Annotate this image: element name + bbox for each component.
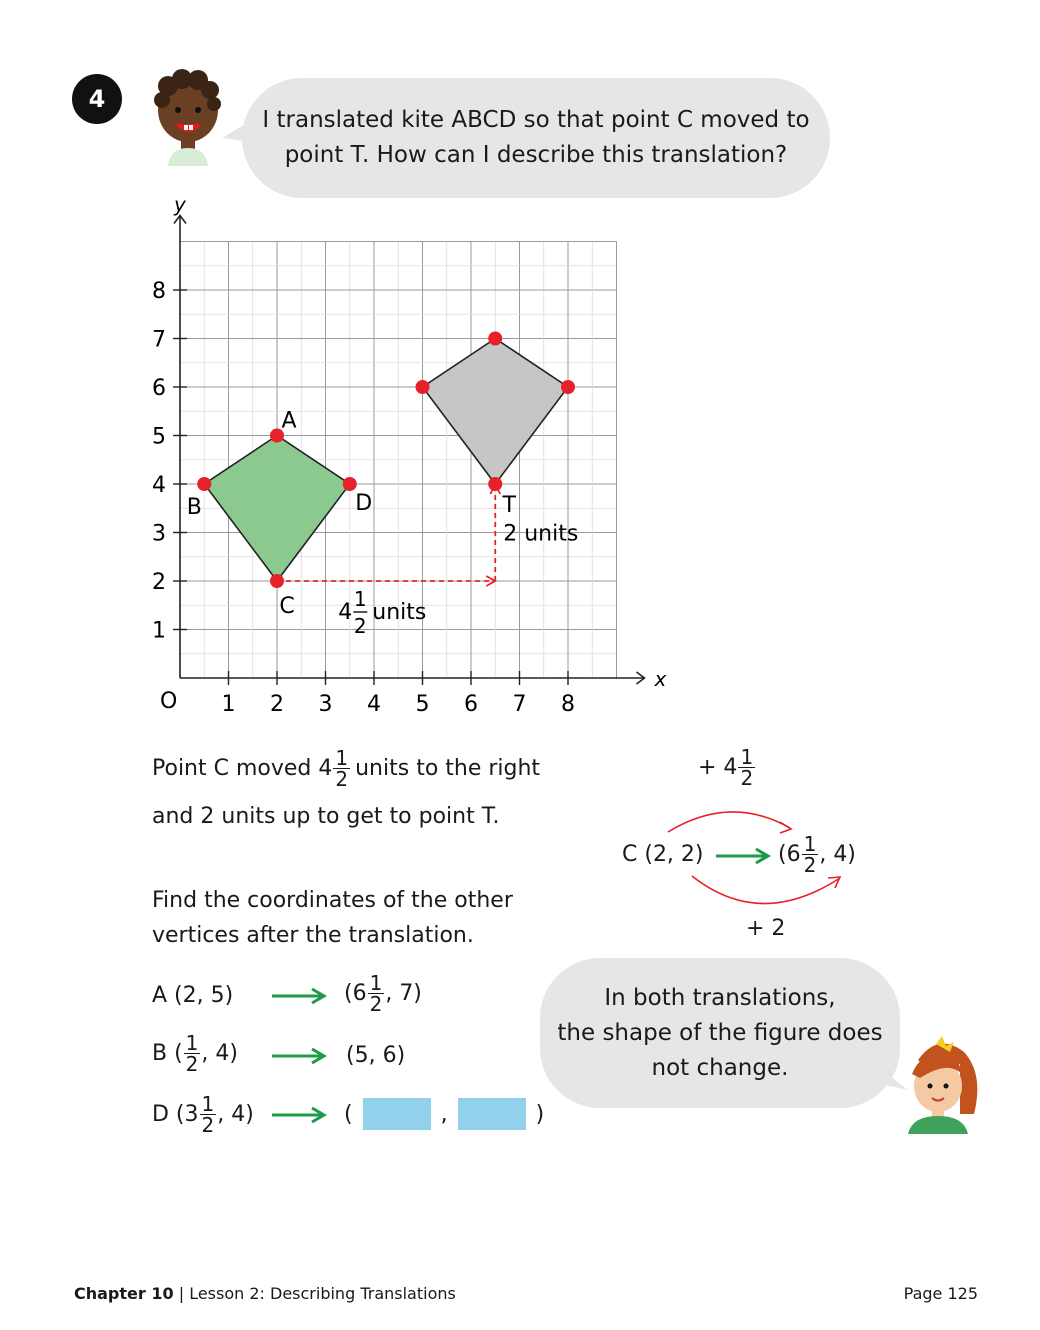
footer-page-number: Page 125 xyxy=(903,1284,978,1303)
vertical-move-label: 2 units xyxy=(503,521,579,547)
vertex-label-d: D xyxy=(355,491,373,516)
origin-label: O xyxy=(160,689,178,714)
row-a-arrow xyxy=(270,986,330,1006)
diagram-top-num: 1 xyxy=(740,745,754,769)
find-line2: vertices after the translation. xyxy=(152,923,474,948)
speech-bubble-boy xyxy=(242,78,830,198)
horizontal-move-label xyxy=(338,587,426,638)
speech-boy-line1: I translated kite ABCD so that point C moved to xyxy=(262,107,810,133)
row-a-den: 2 xyxy=(369,992,383,1016)
speech-girl-line3: not change. xyxy=(651,1054,789,1081)
x-tick-label: 3 xyxy=(318,692,333,717)
row-d-l-post: , 4) xyxy=(217,1102,254,1127)
y-tick-label: 8 xyxy=(152,279,166,304)
y-tick-label: 5 xyxy=(152,424,166,450)
row-d-close-paren: ) xyxy=(535,1101,545,1127)
horizontal-move-unit: units xyxy=(372,600,427,625)
vertex-label-b: B xyxy=(186,495,202,520)
coordinate-graph xyxy=(140,192,667,720)
row-b-l-pre: B ( xyxy=(152,1041,183,1066)
statement-l1-post: units to the right xyxy=(355,756,541,781)
diagram-right-point xyxy=(778,834,856,875)
row-b-fraction xyxy=(184,1033,201,1074)
girl-avatar xyxy=(898,1034,984,1134)
diagram-top-fraction xyxy=(738,747,755,788)
y-tick-label: 3 xyxy=(152,521,166,547)
vertex-point xyxy=(416,380,430,394)
row-d-den: 2 xyxy=(201,1113,215,1137)
diagram-left-point: C (2, 2) xyxy=(622,842,704,867)
y-tick-label: 4 xyxy=(152,473,166,498)
vertex-point xyxy=(270,574,284,588)
footer-chapter: Chapter 10 xyxy=(74,1284,174,1303)
diagram-right-post: , 4) xyxy=(819,842,856,867)
row-b-left xyxy=(152,1033,238,1074)
vertex-point xyxy=(488,477,502,491)
footer-separator: | xyxy=(178,1284,185,1303)
diagram-right-den: 2 xyxy=(803,853,817,877)
x-tick-label: 5 xyxy=(415,692,430,717)
row-a-r-pre: (6 xyxy=(344,981,367,1006)
row-d-open-paren: ( xyxy=(344,1101,353,1127)
statement-den: 2 xyxy=(335,767,349,791)
statement-l1-pre: Point C moved 4 xyxy=(152,756,333,781)
x-axis-label: x xyxy=(654,667,667,691)
diagram-top-label xyxy=(698,747,756,788)
find-line1: Find the coordinates of the other xyxy=(152,888,513,913)
kite-translated xyxy=(423,339,569,485)
y-tick-label: 6 xyxy=(152,376,166,401)
kite-abcd xyxy=(204,436,350,582)
vertex-label-a: A xyxy=(281,408,297,434)
speech-bubble-girl xyxy=(540,958,900,1108)
row-b-arrow xyxy=(270,1046,330,1066)
row-d-left xyxy=(152,1094,254,1135)
y-tick-label: 2 xyxy=(152,570,166,595)
row-b-right: (5, 6) xyxy=(346,1043,406,1068)
footer-chapter-lesson xyxy=(74,1284,456,1303)
diagram-top-pre: + 4 xyxy=(698,755,738,780)
vertex-point xyxy=(561,380,575,394)
answer-box-y[interactable] xyxy=(458,1098,526,1130)
boy-avatar xyxy=(148,70,228,166)
diagram-bottom-label: + 2 xyxy=(746,916,786,941)
diagram-right-pre: (6 xyxy=(778,842,801,867)
row-d-fraction xyxy=(200,1094,217,1135)
y-tick-labels xyxy=(152,279,166,644)
row-d-num: 1 xyxy=(201,1092,215,1116)
vertex-label-c: C xyxy=(279,594,295,619)
x-tick-label: 2 xyxy=(270,692,284,717)
statement-line2: and 2 units up to get to point T. xyxy=(152,804,500,829)
vertex-label-t: T xyxy=(502,493,516,518)
diagram-bottom-curve-arrow xyxy=(680,870,880,914)
vertex-point xyxy=(343,477,357,491)
row-b-den: 2 xyxy=(185,1052,199,1076)
x-tick-label: 6 xyxy=(464,692,478,717)
problem-number-badge: 4 xyxy=(72,74,122,124)
answer-box-x[interactable] xyxy=(363,1098,431,1130)
x-tick-label: 4 xyxy=(367,692,381,717)
x-tick-label: 7 xyxy=(512,692,527,717)
row-a-right xyxy=(344,973,422,1014)
diagram-top-den: 2 xyxy=(740,766,754,790)
vertex-point xyxy=(488,332,502,346)
row-a-r-post: , 7) xyxy=(385,981,422,1006)
row-d-comma: , xyxy=(440,1101,448,1127)
row-d-right xyxy=(344,1098,544,1130)
horizontal-move-denominator: 2 xyxy=(353,614,367,638)
row-d-arrow xyxy=(270,1105,330,1125)
y-axis-label: y xyxy=(174,192,186,217)
vertex-point xyxy=(197,477,211,491)
horizontal-move-whole: 4 xyxy=(338,600,353,625)
y-tick-label: 7 xyxy=(152,327,166,353)
statement-line1 xyxy=(152,748,540,789)
statement-fraction xyxy=(333,748,350,789)
x-tick-label: 1 xyxy=(221,692,236,717)
speech-boy-line2: point T. How can I describe this translation? xyxy=(284,142,788,168)
diagram-right-fraction xyxy=(802,834,819,875)
footer-lesson: Lesson 2: Describing Translations xyxy=(189,1284,456,1303)
x-tick-labels xyxy=(222,692,576,717)
row-b-l-post: , 4) xyxy=(201,1041,238,1066)
speech-girl-line2: the shape of the figure does xyxy=(557,1019,883,1046)
row-a-left: A (2, 5) xyxy=(152,983,234,1008)
row-a-fraction xyxy=(368,973,385,1014)
row-a-num: 1 xyxy=(369,971,383,995)
row-d-l-pre: D (3 xyxy=(152,1102,199,1127)
y-tick-label: 1 xyxy=(152,618,166,644)
diagram-right-num: 1 xyxy=(803,832,817,856)
diagram-green-arrow xyxy=(714,846,774,866)
speech-girl-line1: In both translations, xyxy=(604,984,836,1011)
horizontal-move-numerator: 1 xyxy=(353,587,367,611)
x-tick-label: 8 xyxy=(561,692,575,717)
row-b-num: 1 xyxy=(185,1031,199,1055)
statement-num: 1 xyxy=(335,746,349,770)
